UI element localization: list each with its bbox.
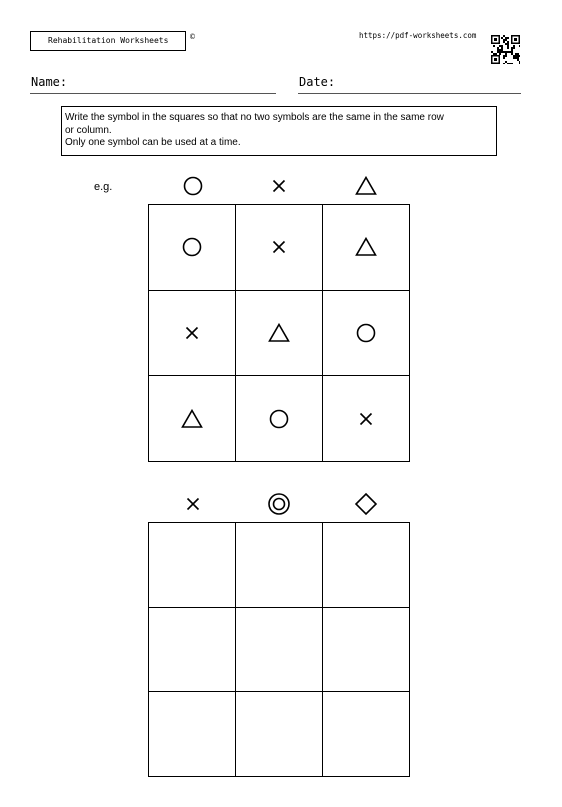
qr-code-icon <box>491 35 520 64</box>
instruction-line-1: Write the symbol in the squares so that no two symbols are the same in the same row <box>65 112 444 123</box>
puzzle-cell[interactable] <box>149 608 236 693</box>
puzzle-cell[interactable] <box>323 692 410 777</box>
cross-icon <box>267 235 291 259</box>
triangle-icon <box>354 235 378 259</box>
cross-icon <box>354 407 378 431</box>
triangle-icon <box>354 174 378 198</box>
instruction-line-3: Only one symbol can be used at a time. <box>65 137 241 148</box>
circle-icon <box>354 321 378 345</box>
example-cell <box>236 376 323 462</box>
cross-icon <box>181 492 205 516</box>
double-circle-icon <box>267 492 291 516</box>
site-url[interactable]: https://pdf-worksheets.com <box>359 31 477 40</box>
puzzle-cell[interactable] <box>149 523 236 608</box>
example-grid <box>148 204 410 462</box>
puzzle-grid <box>148 522 410 777</box>
example-cell <box>236 291 323 377</box>
worksheet-title: Rehabilitation Worksheets <box>30 31 186 51</box>
puzzle-cell[interactable] <box>323 523 410 608</box>
example-cell <box>323 376 410 462</box>
cross-icon <box>267 174 291 198</box>
example-cell <box>323 205 410 291</box>
circle-icon <box>267 407 291 431</box>
example-cell <box>323 291 410 377</box>
copyright-mark: © <box>189 33 196 41</box>
example-cell <box>149 205 236 291</box>
puzzle-cell[interactable] <box>236 608 323 693</box>
example-cell <box>149 376 236 462</box>
date-label: Date: <box>299 75 336 89</box>
diamond-icon <box>354 492 378 516</box>
example-cell <box>236 205 323 291</box>
puzzle-cell[interactable] <box>323 608 410 693</box>
instructions-box <box>61 106 497 156</box>
puzzle-cell[interactable] <box>236 692 323 777</box>
circle-icon <box>181 174 205 198</box>
puzzle-cell[interactable] <box>149 692 236 777</box>
example-label: e.g. <box>94 181 113 193</box>
puzzle-cell[interactable] <box>236 523 323 608</box>
name-line[interactable] <box>30 93 276 94</box>
instruction-line-2: or column. <box>65 124 112 136</box>
example-cell <box>149 291 236 377</box>
circle-icon <box>180 235 204 259</box>
triangle-icon <box>180 407 204 431</box>
triangle-icon <box>267 321 291 345</box>
cross-icon <box>180 321 204 345</box>
date-line[interactable] <box>298 93 521 94</box>
name-label: Name: <box>31 75 68 89</box>
